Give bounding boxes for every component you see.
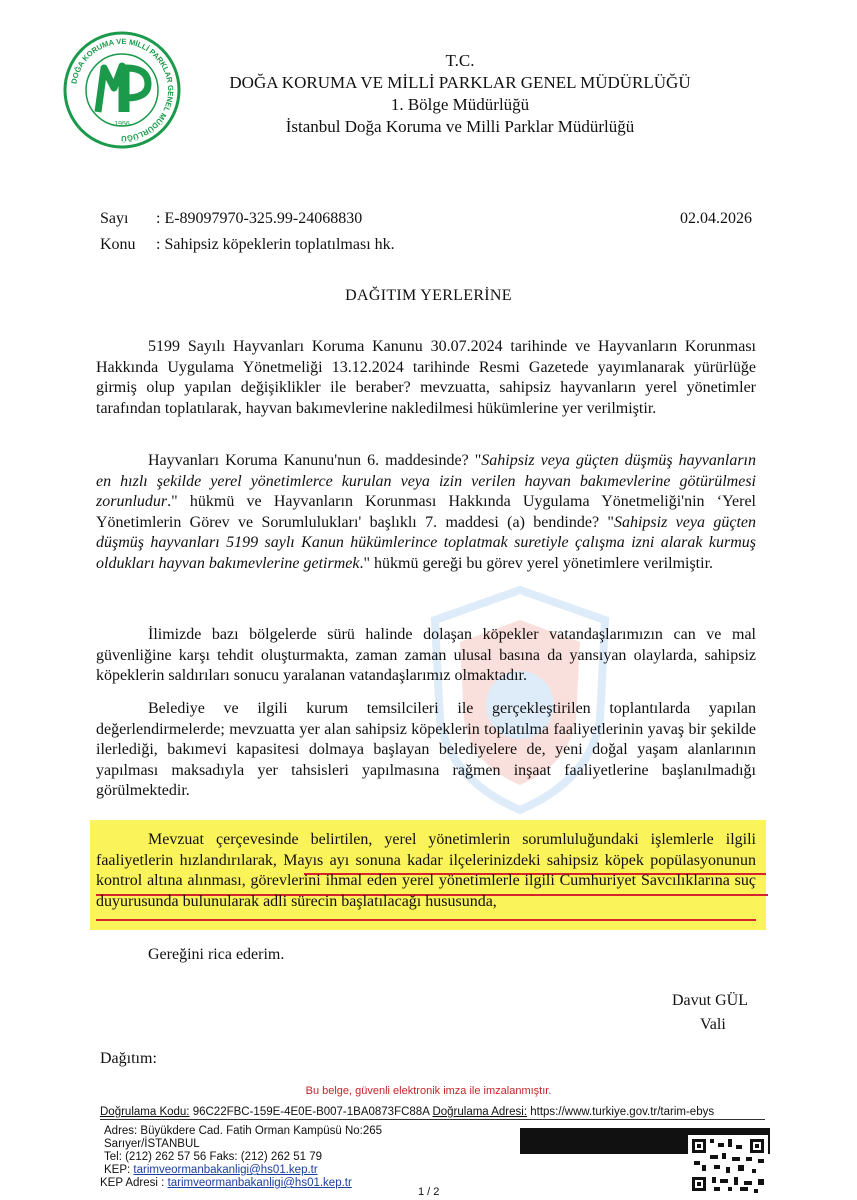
header-line-directorate: DOĞA KORUMA VE MİLLİ PARKLAR GENEL MÜDÜRLÜĞÜ xyxy=(229,73,691,92)
verify-address-label: Doğrulama Adresi: xyxy=(432,1106,528,1118)
esign-note: Bu belge, güvenli elektronik imza ile imzalanmıştır. xyxy=(305,1085,552,1097)
kep-address-label: KEP Adresi : xyxy=(100,1177,165,1189)
addressee-title: DAĞITIM YERLERİNE xyxy=(345,287,512,304)
header-line-region: 1. Bölge Müdürlüğü xyxy=(390,95,530,114)
distribution-label: Dağıtım: xyxy=(100,1050,157,1067)
subject-value: : Sahipsiz köpeklerin toplatılması hk. xyxy=(156,236,395,253)
reference-label: Sayı xyxy=(100,210,129,227)
paragraph-6: Gereğini rica ederim. xyxy=(148,946,285,963)
logo-year: 1956 xyxy=(114,121,130,128)
header-line-branch: İstanbul Doğa Koruma ve Milli Parklar Müdürlüğü xyxy=(285,117,635,136)
paragraph-5-highlighted: Mevzuat çerçevesinde belirtilen, yerel yönetimlerin sorumluluğundaki işlemlerle ilgili faaliyetlerin hızlandırılarak, Mayıs ayı sonuna kadar ilçelerinizdeki sahipsiz köpek popülasyonunun kontrol altına alınması, görevlerini ihmal eden yerel yönetimlerle ilgili Cumhuriyet Savcılıklarına suç duyurusunda bulunularak adli sürecin başlatılacağı hususunda, xyxy=(96,831,756,910)
kep-label: KEP: xyxy=(104,1164,131,1176)
subject-row xyxy=(100,236,395,254)
verify-address-link[interactable]: https://www.turkiye.gov.tr/tarim-ebys xyxy=(530,1106,715,1118)
p2-quote-2: Sahipsiz veya güçten düşmüş hayvanları 5199 saylı Kanun hükümlerince toplatmak suretiyle çalışma izni alarak kurmuş oldukları hayvan bakımevlerine getirmek xyxy=(96,513,757,572)
kep-address-row xyxy=(100,1177,352,1189)
verify-code: 96C22FBC-159E-4E0E-B007-1BA0873FC88A xyxy=(192,1106,430,1118)
signatory-title: Vali xyxy=(700,1016,726,1033)
paragraph-3: İlimizde bazı bölgelerde sürü halinde dolaşan köpekler vatandaşlarımızın can ve mal güvenliğine karşı tehdit oluşturmakta, zaman zaman ulusal basına da yansıyan olaylarda, sahipsiz köpeklerin saldırıları sonucu yaralanan vatandaşlarımız olmaktadır. xyxy=(96,626,756,685)
paragraph-1: 5199 Sayılı Hayvanları Koruma Kanunu 30.07.2024 tarihinde ve Hayvanların Korunması Hakkında Uygulama Yönetmeliği 13.12.2024 tarihinde Resmi Gazetede yayımlanarak yürürlüğe girmiş olup yapılan değişiklikler ile beraber? mevzuatta, sahipsiz hayvanların yerel yönetimler tarafından toplatılarak, hayvan bakımevlerine nakledilmesi hükümlerine yer verilmiştir. xyxy=(96,338,756,417)
p2-text-a: Hayvanları Koruma Kanunu'nun 6. maddesinde? " xyxy=(148,452,482,469)
p2-text-b: ." hükmü ve Hayvanların Korunması Hakkında Uygulama Yönetmeliği'nin ‘Yerel Yönetimlerin Görev ve Sorumlulukları' başlıklı 7. maddesi (a) bendinde? " xyxy=(96,493,756,531)
qr-code xyxy=(688,1135,768,1195)
letterhead xyxy=(160,50,760,138)
signatory-name: Davut GÜL xyxy=(672,992,748,1009)
document-date: 02.04.2026 xyxy=(680,210,752,227)
logo-ring-text: DOĞA KORUMA VE MİLLİ PARKLAR GENEL MÜDÜRLÜĞÜ xyxy=(69,36,176,144)
red-underline-3 xyxy=(96,919,756,921)
phone-fax: Tel: (212) 262 57 56 Faks: (212) 262 51 79 xyxy=(104,1151,323,1163)
reference-value: : E-89097970-325.99-24068830 xyxy=(156,210,363,227)
paragraph-2 xyxy=(96,451,756,575)
verification-row xyxy=(100,1106,714,1118)
address-line-1: Adres: Büyükdere Cad. Fatih Orman Kampüsü No:265 xyxy=(104,1125,383,1137)
paragraph-4: Belediye ve ilgili kurum temsilcileri ile gerçekleştirilen toplantılarda yapılan değerlendirmelerde; mevzuatta yer alan sahipsiz köpeklerin toplatılma faaliyetlerinin yavaş bir şekilde ilerlediği, bakımevi kapasitesi dolmaya başlayan belediyelere de, yeni doğal yaşam alanlarının yapılması maksadıyla yer tahsisleri yapılmasına rağmen inşaat faaliyetlerine başlanılmadığı görülmektedir. xyxy=(96,700,756,800)
footer-divider xyxy=(100,1119,765,1120)
p2-quote-1: Sahipsiz veya güçten düşmüş hayvanların en hızlı şekilde yerel yönetimlerce kurulan veya izin verilen hayvan bakımevlerine götürülmesi zorunludur xyxy=(96,452,756,511)
header-line-tc: T.C. xyxy=(445,51,475,70)
kep-link[interactable]: tarimveormanbakanligi@hs01.kep.tr xyxy=(133,1164,318,1176)
verify-code-label: Doğrulama Kodu: xyxy=(100,1106,190,1118)
kep-row xyxy=(104,1164,318,1176)
p2-text-c: ." hükmü gereği bu görev yerel yönetimlere verilmiştir. xyxy=(359,554,714,572)
kep-address-link[interactable]: tarimveormanbakanligi@hs01.kep.tr xyxy=(167,1177,352,1189)
reference-number-row xyxy=(100,210,362,228)
page-number: 1 / 2 xyxy=(418,1186,440,1198)
subject-label: Konu xyxy=(100,236,136,253)
address-line-2: Sarıyer/İSTANBUL xyxy=(104,1138,200,1150)
